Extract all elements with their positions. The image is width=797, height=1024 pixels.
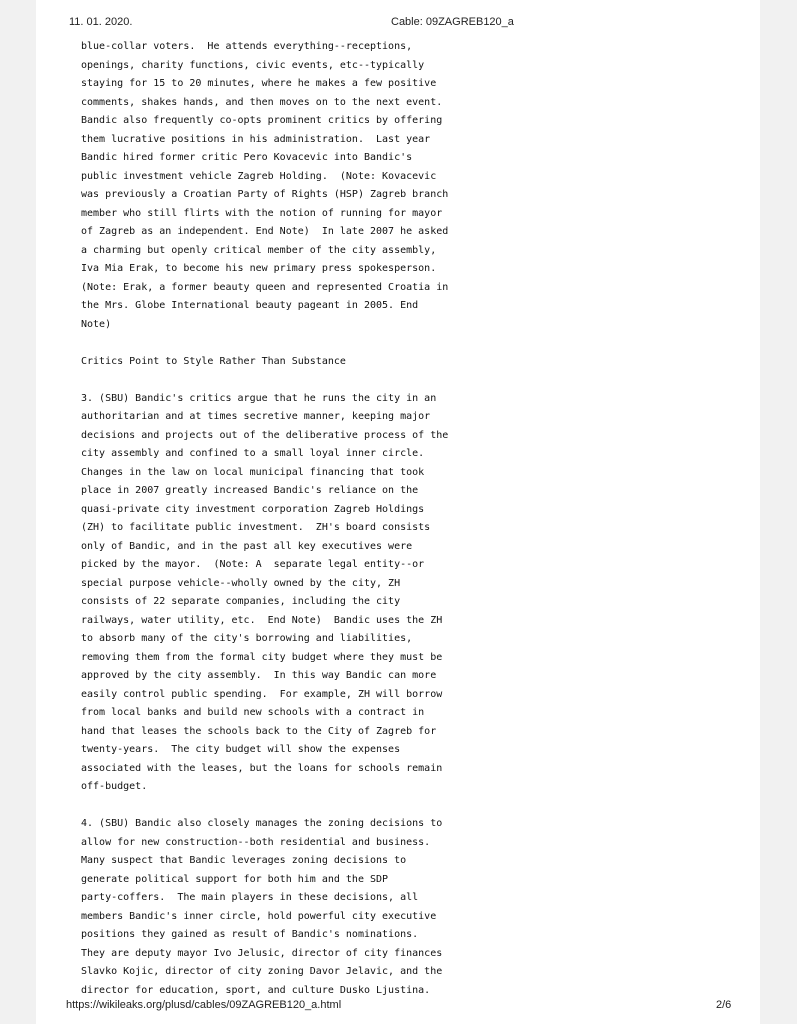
text-line: associated with the leases, but the loans for schools remain (81, 762, 443, 774)
text-line: to absorb many of the city's borrowing and liabilities, (81, 633, 413, 644)
text-line (81, 334, 448, 353)
text-line: hand that leases the schools back to the City of Zagreb for (81, 725, 437, 737)
text-line: 3. (SBU) Bandic's critics argue that he runs the city in an (81, 392, 437, 404)
text-line: them lucrative positions in his administration. Last year (81, 133, 431, 145)
text-line: (ZH) to facilitate public investment. ZH's board consists (81, 522, 431, 533)
text-line: only of Bandic, and in the past all key executives were (81, 540, 413, 552)
cable-body-text (81, 38, 448, 1000)
text-line: of Zagreb as an independent. End Note) In late 2007 he asked (81, 226, 449, 237)
text-line: city assembly and confined to a small loyal inner circle. (81, 448, 425, 459)
text-line: easily control public spending. For example, ZH will borrow (81, 688, 443, 700)
text-line: quasi-private city investment corporation Zagreb Holdings (81, 503, 425, 515)
text-line: director for education, sport, and culture Dusko Ljustina. (81, 984, 431, 996)
text-line (81, 797, 448, 816)
text-line: Changes in the law on local municipal financing that took (81, 466, 425, 478)
text-line: (Note: Erak, a former beauty queen and represented Croatia in (81, 281, 449, 293)
text-line: public investment vehicle Zagreb Holding. (Note: Kovacevic (81, 170, 437, 182)
text-line: off-budget. (81, 781, 148, 792)
text-line: consists of 22 separate companies, including the city (81, 596, 401, 607)
text-line: openings, charity functions, civic events, etc--typically (81, 59, 425, 71)
text-line: approved by the city assembly. In this way Bandic can more (81, 670, 437, 681)
text-line: twenty-years. The city budget will show the expenses (81, 744, 401, 755)
text-line: party-coffers. The main players in these decisions, all (81, 892, 419, 903)
text-line: allow for new construction--both residential and business. (81, 836, 431, 848)
text-line: special purpose vehicle--wholly owned by the city, ZH (81, 577, 401, 589)
text-line: place in 2007 greatly increased Bandic's reliance on the (81, 485, 419, 496)
text-line: Iva Mia Erak, to become his new primary press spokesperson. (81, 263, 437, 274)
text-line: Slavko Kojic, director of city zoning Davor Jelavic, and the (81, 966, 443, 977)
text-line: Critics Point to Style Rather Than Substance (81, 355, 346, 367)
source-url: https://wikileaks.org/plusd/cables/09ZAGREB120_a.html (66, 999, 342, 1011)
text-line: Many suspect that Bandic leverages zoning decisions to (81, 855, 407, 866)
text-line (81, 371, 448, 390)
text-line: Bandic hired former critic Pero Kovacevic into Bandic's (81, 152, 413, 163)
text-line: They are deputy mayor Ivo Jelusic, director of city finances (81, 947, 443, 959)
text-line: generate political support for both him and the SDP (81, 873, 389, 885)
text-line: was previously a Croatian Party of Rights (HSP) Zagreb branch (81, 189, 449, 200)
text-line: authoritarian and at times secretive manner, keeping major (81, 411, 431, 422)
text-line: members Bandic's inner circle, hold powerful city executive (81, 910, 437, 922)
text-line: decisions and projects out of the deliberative process of the (81, 429, 449, 441)
text-line: Bandic also frequently co-opts prominent critics by offering (81, 115, 443, 126)
text-line: 4. (SBU) Bandic also closely manages the zoning decisions to (81, 818, 443, 829)
text-line: picked by the mayor. (Note: A separate legal entity--or (81, 559, 425, 570)
text-line: member who still flirts with the notion of running for mayor (81, 207, 443, 219)
print-date: 11. 01. 2020. (69, 16, 133, 28)
text-line: staying for 15 to 20 minutes, where he makes a few positive (81, 78, 437, 89)
text-line: comments, shakes hands, and then moves on to the next event. (81, 96, 443, 108)
document-page (36, 0, 760, 1024)
text-line: the Mrs. Globe International beauty pageant in 2005. End (81, 300, 419, 311)
text-line: railways, water utility, etc. End Note) Bandic uses the ZH (81, 614, 443, 626)
text-line: from local banks and build new schools with a contract in (81, 707, 425, 718)
text-line: a charming but openly critical member of the city assembly, (81, 244, 437, 256)
text-line: blue-collar voters. He attends everything--receptions, (81, 41, 413, 52)
cable-id: Cable: 09ZAGREB120_a (391, 16, 514, 28)
page-number: 2/6 (716, 999, 732, 1011)
text-line: positions they gained as result of Bandic's nominations. (81, 929, 419, 940)
text-line: Note) (81, 318, 112, 330)
text-line: removing them from the formal city budget where they must be (81, 651, 443, 663)
